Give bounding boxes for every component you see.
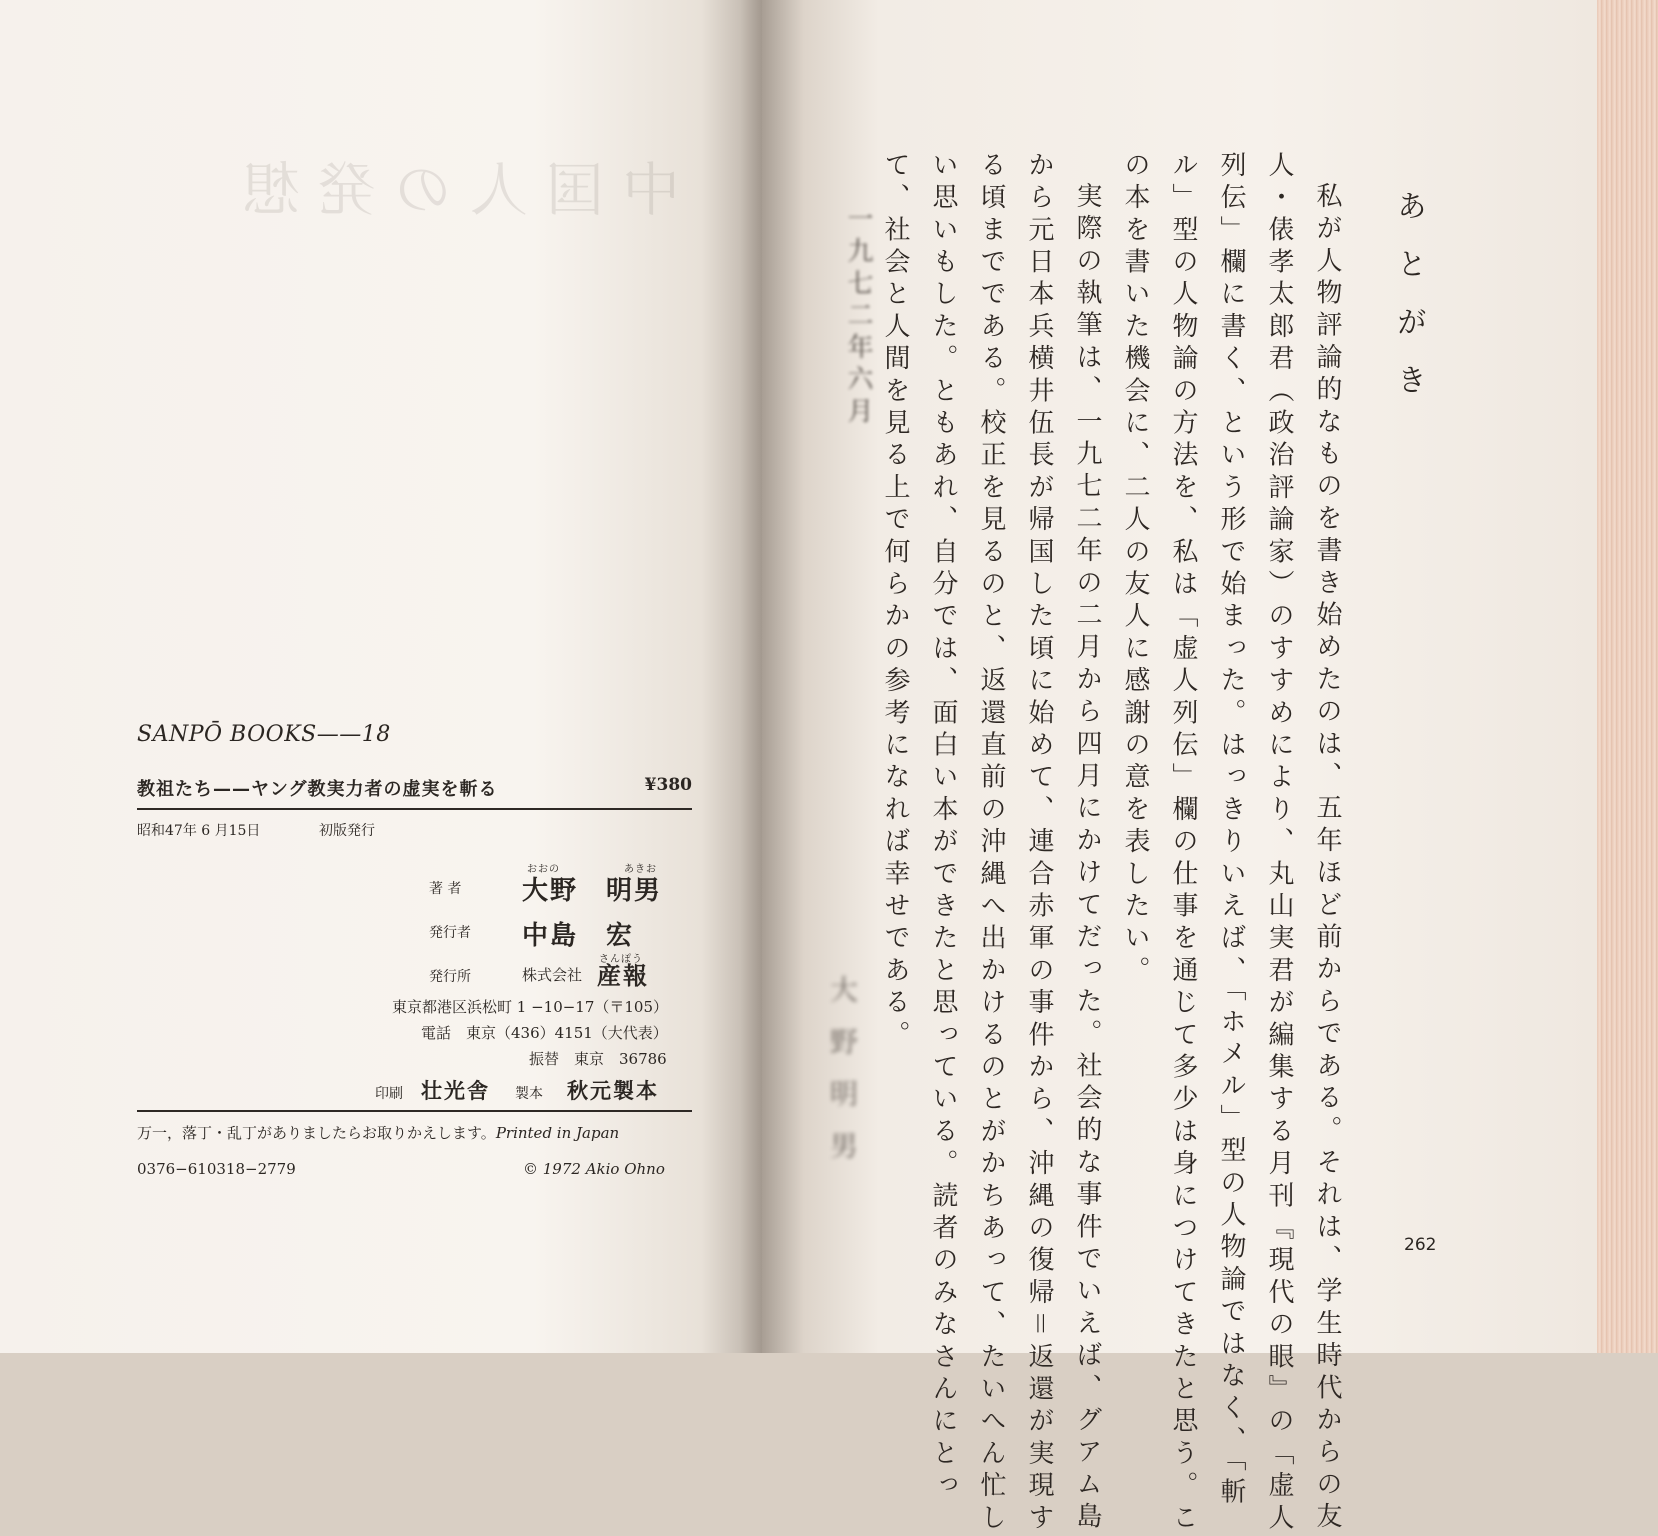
text-column-1: 私が人物評論的なものを書き始めたのは、五年ほど前からである。それは、学生時代からの友 [1312,182,1342,1535]
publisher-label: 発行者 [429,925,471,941]
signature-date: 一九七二年六月 [843,205,873,429]
company-label: 発行所 [429,969,471,985]
edition-label: 初版発行 [319,823,375,839]
replacement-notice-text: 万一，落丁・乱丁がありましたらお取りかえします。 [137,1124,496,1142]
signature-name: 大野明男 [826,975,859,1183]
printing-label: 印刷 [375,1086,403,1102]
author-ruby-surname: おおの [527,864,560,875]
text-column-4: ル」型の人物論の方法を、私は「虚人列伝」欄の仕事を通じて多少は身につけてきたと思う。こ [1168,151,1198,1536]
show-through-text: 中国人の発想 [223,156,680,224]
title-row [137,775,692,805]
text-column-3: 列伝」欄に書く、という形で始まった。はっきりいえば、「ホメル」型の人物論ではなく、「斬 [1216,151,1246,1510]
company-address: 東京都港区浜松町 1 −10−17（〒105） [392,998,669,1016]
binding-label: 製本 [515,1086,543,1102]
company-prefix: 株式会社 [522,966,583,984]
price: ¥380 [644,775,692,795]
replacement-notice [137,1122,619,1143]
copyright: © 1972 Akio Ohno [523,1160,665,1178]
printing-row [137,1075,692,1107]
author-label: 著 者 [429,881,462,897]
book-code: 0376−610318−2779 [137,1160,296,1178]
book-title: 教祖たち——ヤング教実力者の虚実を斬る [137,779,498,800]
company-name: 産報 [597,962,649,990]
printed-in-japan: Printed in Japan [495,1124,620,1142]
text-column-6: 実際の執筆は、一九七二年の二月から四月にかけてだった。社会的な事件でいえば、グアム島 [1072,182,1102,1535]
publication-date: 昭和47年 6 月15日 [137,823,261,839]
text-column-5: の本を書いた機会に、二人の友人に感謝の意を表したい。 [1120,151,1150,989]
printer-name: 壮光舎 [421,1079,490,1103]
author-name: 大野 明男 [522,876,663,906]
left-page [0,0,762,1353]
text-column-10: て、社会と人間を見る上で何らかの参考になれば幸せである。 [880,151,910,1053]
divider-top [137,808,692,810]
series-label: SANPŌ BOOKS——18 [137,722,391,747]
page-edges [1597,0,1658,1353]
text-column-9: い思いもした。ともあれ、自分では、面白い本ができたと思っている。読者のみなさんにとっ [928,151,958,1504]
company-phone: 電話 東京（436）4151（大代表） [421,1024,668,1042]
divider-bottom [137,1110,692,1112]
page-number: 262 [1404,1235,1437,1255]
publisher-name: 中島 宏 [522,921,635,951]
transfer-account: 振替 東京 36786 [529,1050,667,1068]
afterword-heading: あとがき [1391,190,1426,422]
text-column-8: る頃までである。校正を見るのと、返還直前の沖縄へ出かけるのとがかちあって、たいへん忙し [976,151,1006,1536]
text-column-7: から元日本兵横井伍長が帰国した頃に始めて、連合赤軍の事件から、沖縄の復帰＝返還が実現す [1024,151,1054,1536]
binder-name: 秋元製本 [567,1079,659,1103]
company-ruby: さんぽう [599,954,643,965]
author-ruby-given: あきお [624,864,657,875]
publication-date-row [137,820,375,840]
text-column-2: 人・俵孝太郎君（政治評論家）のすすめにより、丸山実君が編集する月刊『現代の眼』の「虚人 [1264,151,1294,1536]
